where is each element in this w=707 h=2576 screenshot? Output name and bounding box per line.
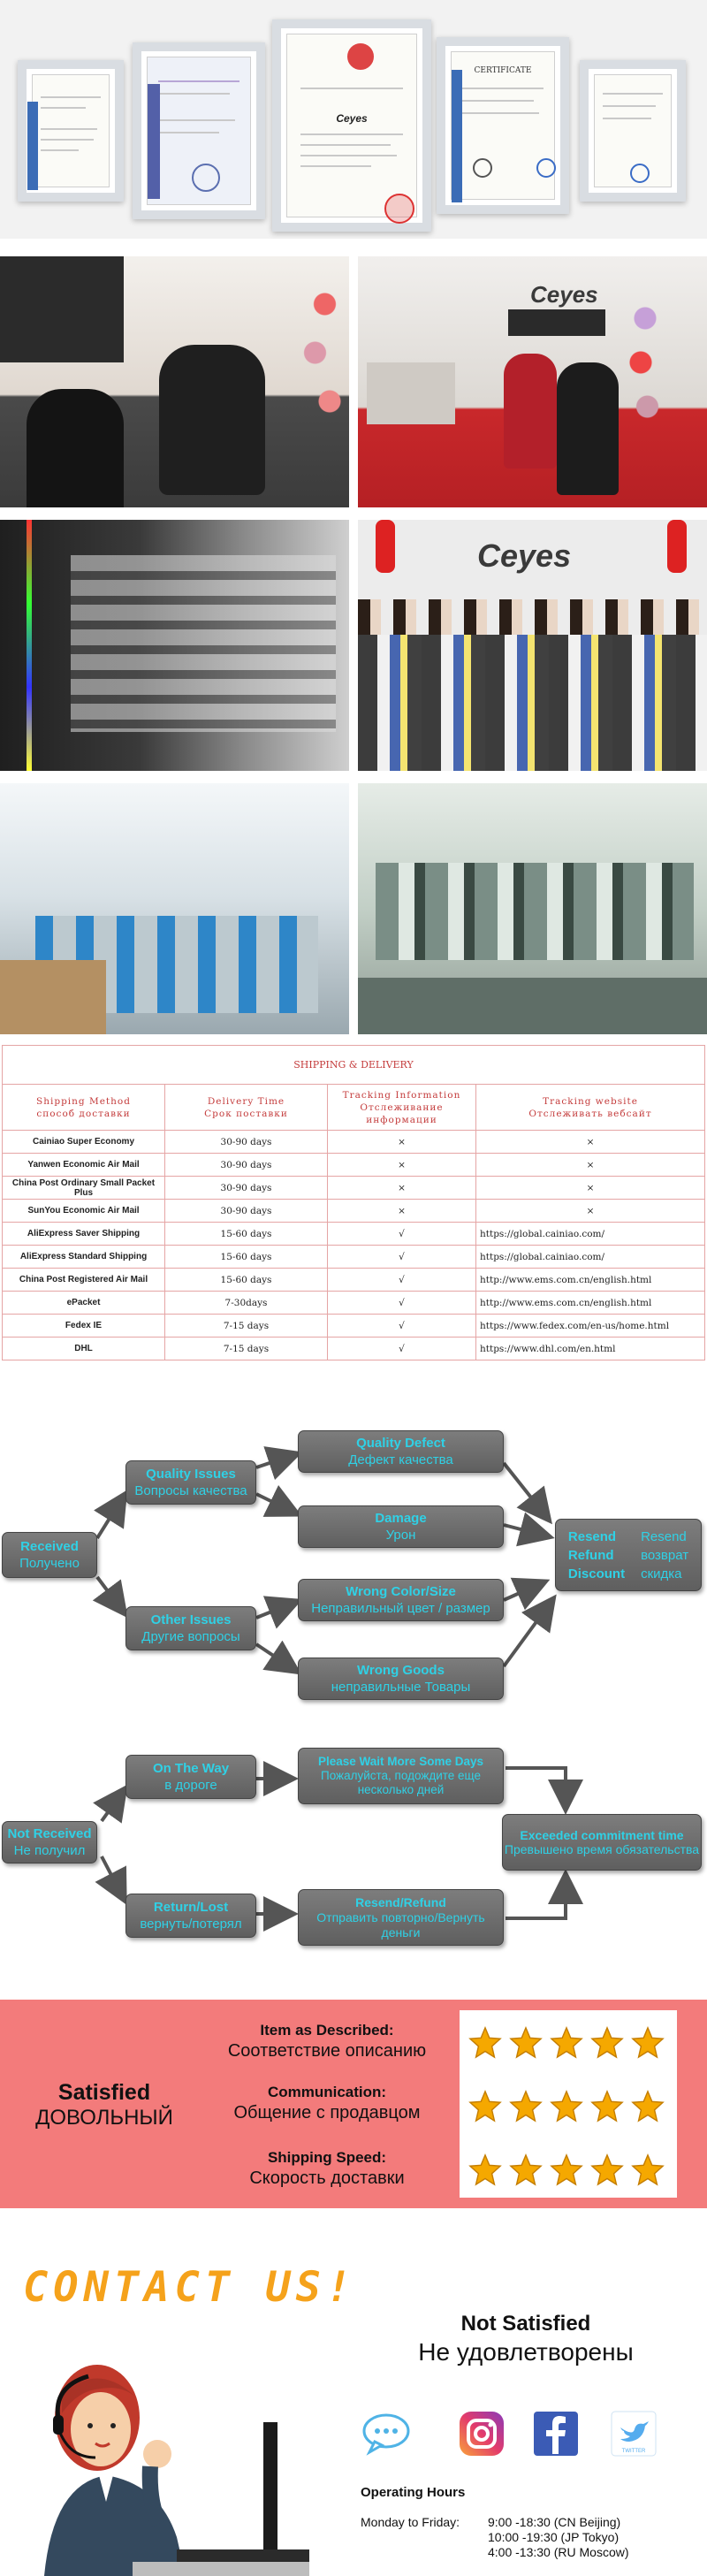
table-row: AliExpress Standard Shipping 15-60 days √ https://global.cainiao.com/ <box>3 1246 705 1269</box>
rating-star-icon <box>468 2153 502 2187</box>
rating-star-icon <box>590 2026 624 2060</box>
table-row: Yanwen Economic Air Mail 30-90 days × × <box>3 1154 705 1177</box>
team-wall-brand-logo: Ceyes <box>477 537 572 574</box>
certificate-brand: Ceyes <box>336 112 368 125</box>
criterion-communication: Communication: Общение с продавцом <box>233 2084 421 2123</box>
flow-quality-defect-box: Quality Defect Дефект качества <box>298 1430 504 1473</box>
flow-other-issues-box: Other Issues Другие вопросы <box>125 1606 256 1650</box>
table-row: DHL 7-15 days √ https://www.dhl.com/en.html <box>3 1338 705 1360</box>
flow-damage-box: Damage Урон <box>298 1505 504 1548</box>
facebook-icon[interactable] <box>532 2410 580 2458</box>
table-row: AliExpress Saver Shipping 15-60 days √ https://global.cainiao.com/ <box>3 1223 705 1246</box>
tracking-link[interactable]: http://www.ems.com.cn/english.html <box>476 1269 705 1292</box>
tracking-link[interactable]: http://www.ems.com.cn/english.html <box>476 1292 705 1315</box>
rating-star-icon <box>550 2090 583 2123</box>
table-row: SunYou Economic Air Mail 30-90 days × × <box>3 1200 705 1223</box>
rating-star-icon <box>468 2090 502 2123</box>
instagram-icon[interactable] <box>458 2410 506 2458</box>
flow-not-received-box: Not Received Не получил <box>2 1821 97 1863</box>
flow-on-the-way-box: On The Way в дороге <box>125 1755 256 1799</box>
not-satisfied-heading: Not Satisfied <box>460 2312 591 2336</box>
rating-star-icon <box>631 2090 665 2123</box>
flow-received-box: Received Получено <box>2 1532 97 1578</box>
feedback-band <box>0 2000 707 2208</box>
shipping-table-title: SHIPPING & DELIVERY <box>3 1046 705 1085</box>
header-tracking-information: Tracking Information Отслеживание информации <box>328 1085 476 1131</box>
certificate-title: CERTIFICATE <box>474 66 532 75</box>
flow-return-lost-box: Return/Lost вернуть/потерял <box>125 1894 256 1938</box>
flow-exceeded-box: Exceeded commitment time Превышено время обязательства <box>502 1814 702 1871</box>
booth-brand-logo: Ceyes <box>530 281 598 308</box>
flow-quality-issues-box: Quality Issues Вопросы качества <box>125 1460 256 1505</box>
rating-star-icon <box>509 2090 543 2123</box>
rating-star-icon <box>631 2153 665 2187</box>
flow-resolution-box: Resend Refund Discount Resend возврат скидка <box>555 1519 702 1591</box>
rating-star-icon <box>509 2026 543 2060</box>
support-agent-illustration <box>27 2334 327 2576</box>
table-row: Fedex IE 7-15 days √ https://www.fedex.com/en-us/home.html <box>3 1315 705 1338</box>
not-satisfied-heading-ru: Не удовлетворены <box>418 2338 634 2366</box>
header-shipping-method: Shipping Method способ доставки <box>3 1085 165 1131</box>
chat-icon[interactable] <box>362 2410 410 2458</box>
twitter-icon[interactable] <box>610 2410 658 2458</box>
header-delivery-time: Delivery Time Срок поставки <box>165 1085 328 1131</box>
star-ratings-panel <box>460 2010 677 2198</box>
header-tracking-website: Tracking website Отслеживать вебсайт <box>476 1085 705 1131</box>
satisfied-label: Satisfied ДОВОЛЬНЫЙ <box>35 2080 173 2130</box>
twitter-label: TWITTER <box>621 2449 646 2454</box>
table-row: Cainiao Super Economy 30-90 days × × <box>3 1131 705 1154</box>
flow-please-wait-box: Please Wait More Some Days Пожалуйста, подождите еще несколько дней <box>298 1748 504 1804</box>
rating-star-icon <box>590 2090 624 2123</box>
table-row: China Post Registered Air Mail 15-60 days √ http://www.ems.com.cn/english.html <box>3 1269 705 1292</box>
tracking-link[interactable]: https://global.cainiao.com/ <box>476 1223 705 1246</box>
table-row: China Post Ordinary Small Packet Plus 30-90 days × × <box>3 1177 705 1200</box>
tracking-link[interactable]: https://www.fedex.com/en-us/home.html <box>476 1315 705 1338</box>
tracking-link[interactable]: https://www.dhl.com/en.html <box>476 1338 705 1360</box>
flow-wrong-color-box: Wrong Color/Size Неправильный цвет / размер <box>298 1579 504 1621</box>
criterion-shipping-speed: Shipping Speed: Скорость доставки <box>249 2149 405 2188</box>
operating-hours-tokyo: 10:00 -19:30 (JP Tokyo) <box>488 2530 620 2544</box>
rating-star-icon <box>590 2153 624 2187</box>
rating-star-icon <box>468 2026 502 2060</box>
operating-hours-title: Operating Hours <box>361 2485 466 2500</box>
rating-star-icon <box>550 2026 583 2060</box>
tracking-link[interactable]: https://global.cainiao.com/ <box>476 1246 705 1269</box>
flow-resend-refund-box: Resend/Refund Отправить повторно/Вернуть деньги <box>298 1889 504 1946</box>
operating-hours-moscow: 4:00 -13:30 (RU Moscow) <box>488 2545 629 2559</box>
operating-hours-days: Monday to Friday: <box>361 2515 460 2529</box>
rating-star-icon <box>550 2153 583 2187</box>
rating-star-icon <box>631 2026 665 2060</box>
contact-us-title: CONTACT US! <box>23 2263 357 2312</box>
table-row: ePacket 7-30days √ http://www.ems.com.cn/english.html <box>3 1292 705 1315</box>
rating-star-icon <box>509 2153 543 2187</box>
flow-wrong-goods-box: Wrong Goods неправильные Товары <box>298 1658 504 1700</box>
criterion-item-described: Item as Described: Соответствие описанию <box>227 2022 427 2061</box>
operating-hours-beijing: 9:00 -18:30 (CN Beijing) <box>488 2515 621 2529</box>
